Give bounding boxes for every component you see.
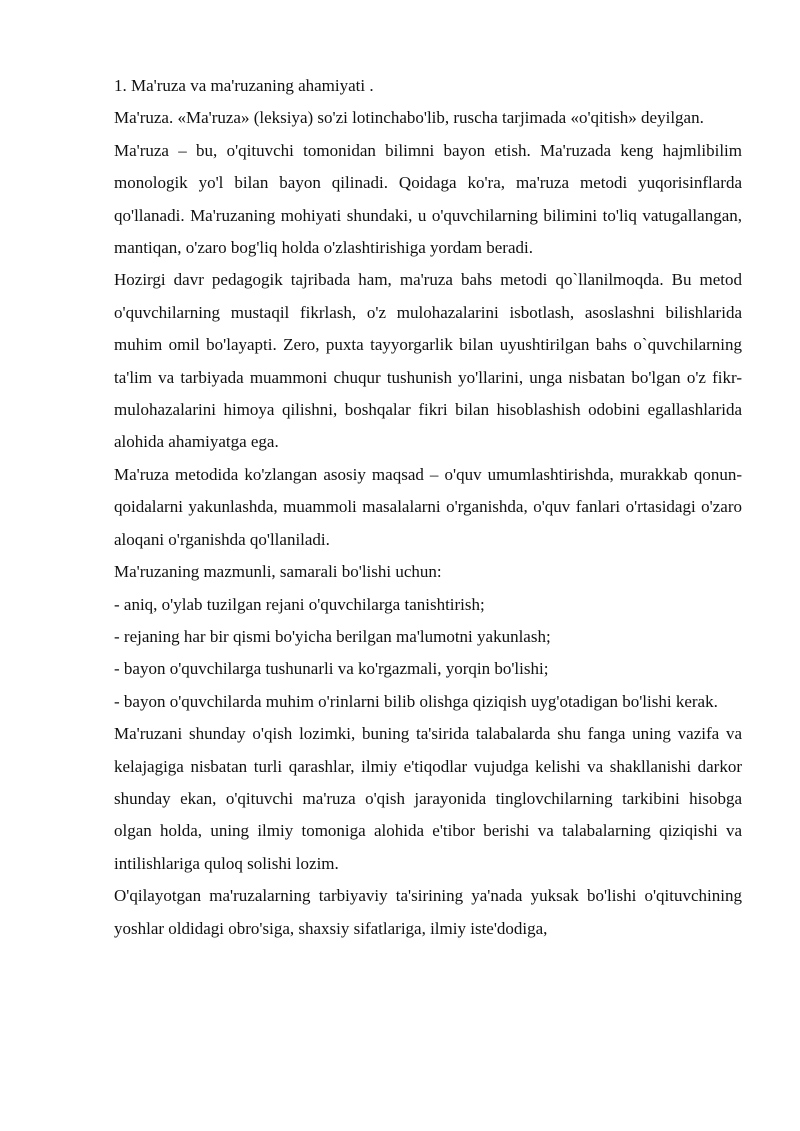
list-item: - aniq, o'ylab tuzilgan rejani o'quvchilarga tanishtirish; xyxy=(114,594,485,614)
document-body xyxy=(114,70,742,945)
section-heading: 1. Ma'ruza va ma'ruzaning ahamiyati . xyxy=(114,76,374,95)
list-item: - bayon o'quvchilarga tushunarli va ko'rgazmali, yorqin bo'lishi; xyxy=(114,659,549,679)
list-item: - bayon o'quvchilarda muhim o'rinlarni bilib olishga qiziqish uyg'otadigan bo'lishi kerak. xyxy=(114,691,718,711)
paragraph-definition: Ma'ruza. «Ma'ruza» (leksiya) so'zi lotinchabo'lib, ruscha tarjimada «o'qitish» deyilgan. xyxy=(114,108,704,128)
paragraph-conditions-intro: Ma'ruzaning mazmunli, samarali bo'lishi uchun: xyxy=(114,562,442,582)
list-item: - rejaning har bir qismi bo'yicha berilgan ma'lumotni yakunlash; xyxy=(114,626,551,646)
paragraph-lecture-essence: Ma'ruza – bu, o'qituvchi tomonidan bilimni bayon etish. Ma'ruzada keng hajmlibilim monologik yo'l bilan bayon qilinadi. Qoidaga ko'ra, ma'ruza metodi yuqorisinflarda qo'llanadi. Ma'ruzaning mohiyati shundaki, u o'quvchilarning bilimini to'liq vatugallangan, mantiqan, o'zaro bog'liq holda o'zlashtirishiga yordam beradi. xyxy=(114,140,742,258)
paragraph-debate-method: Hozirgi davr pedagogik tajribada ham, ma'ruza bahs metodi qo`llanilmoqda. Bu metod o'quvchilarning mustaqil fikrlash, o'z mulohazalarini isbotlash, asoslashni bilishlarida muhim omil bo'layapti. Zero, puxta tayyorgarlik bilan uyushtirilgan bahs o`quvchilarning ta'lim va tarbiyada muammoni chuqur tushunish yo'llarini, unga nisbatan bo'lgan o'z fikr-mulohazalarini himoya qilishni, boshqalar fikri bilan hisoblashish odobini egallashlarida alohida ahamiyatga ega. xyxy=(114,270,742,452)
paragraph-educational-impact: O'qilayotgan ma'ruzalarning tarbiyaviy ta'sirining ya'nada yuksak bo'lishi o'qituvchining yoshlar oldidagi obro'siga, shaxsiy sifatlariga, ilmiy iste'dodiga, xyxy=(114,886,742,938)
paragraph-lecture-delivery: Ma'ruzani shunday o'qish lozimki, buning ta'sirida talabalarda shu fanga uning vazifa va kelajagiga nisbatan turli qarashlar, ilmiy e'tiqodlar vujudga kelishi va shakllanishi darkor shunday ekan, o'qituvchi ma'ruza o'qish jarayonida tinglovchilarning tarkibini hisobga olgan holda, uning ilmiy tomoniga alohida e'tibor berishi va talabalarning qiziqishi va intilishlariga quloq solishi lozim. xyxy=(114,724,742,873)
paragraph-main-goal: Ma'ruza metodida ko'zlangan asosiy maqsad – o'quv umumlashtirishda, murakkab qonun-qoidalarni yakunlashda, muammoli masalalarni o'rganishda, o'quv fanlari o'rtasidagi o'zaro aloqani o'rganishda qo'llaniladi. xyxy=(114,464,742,549)
